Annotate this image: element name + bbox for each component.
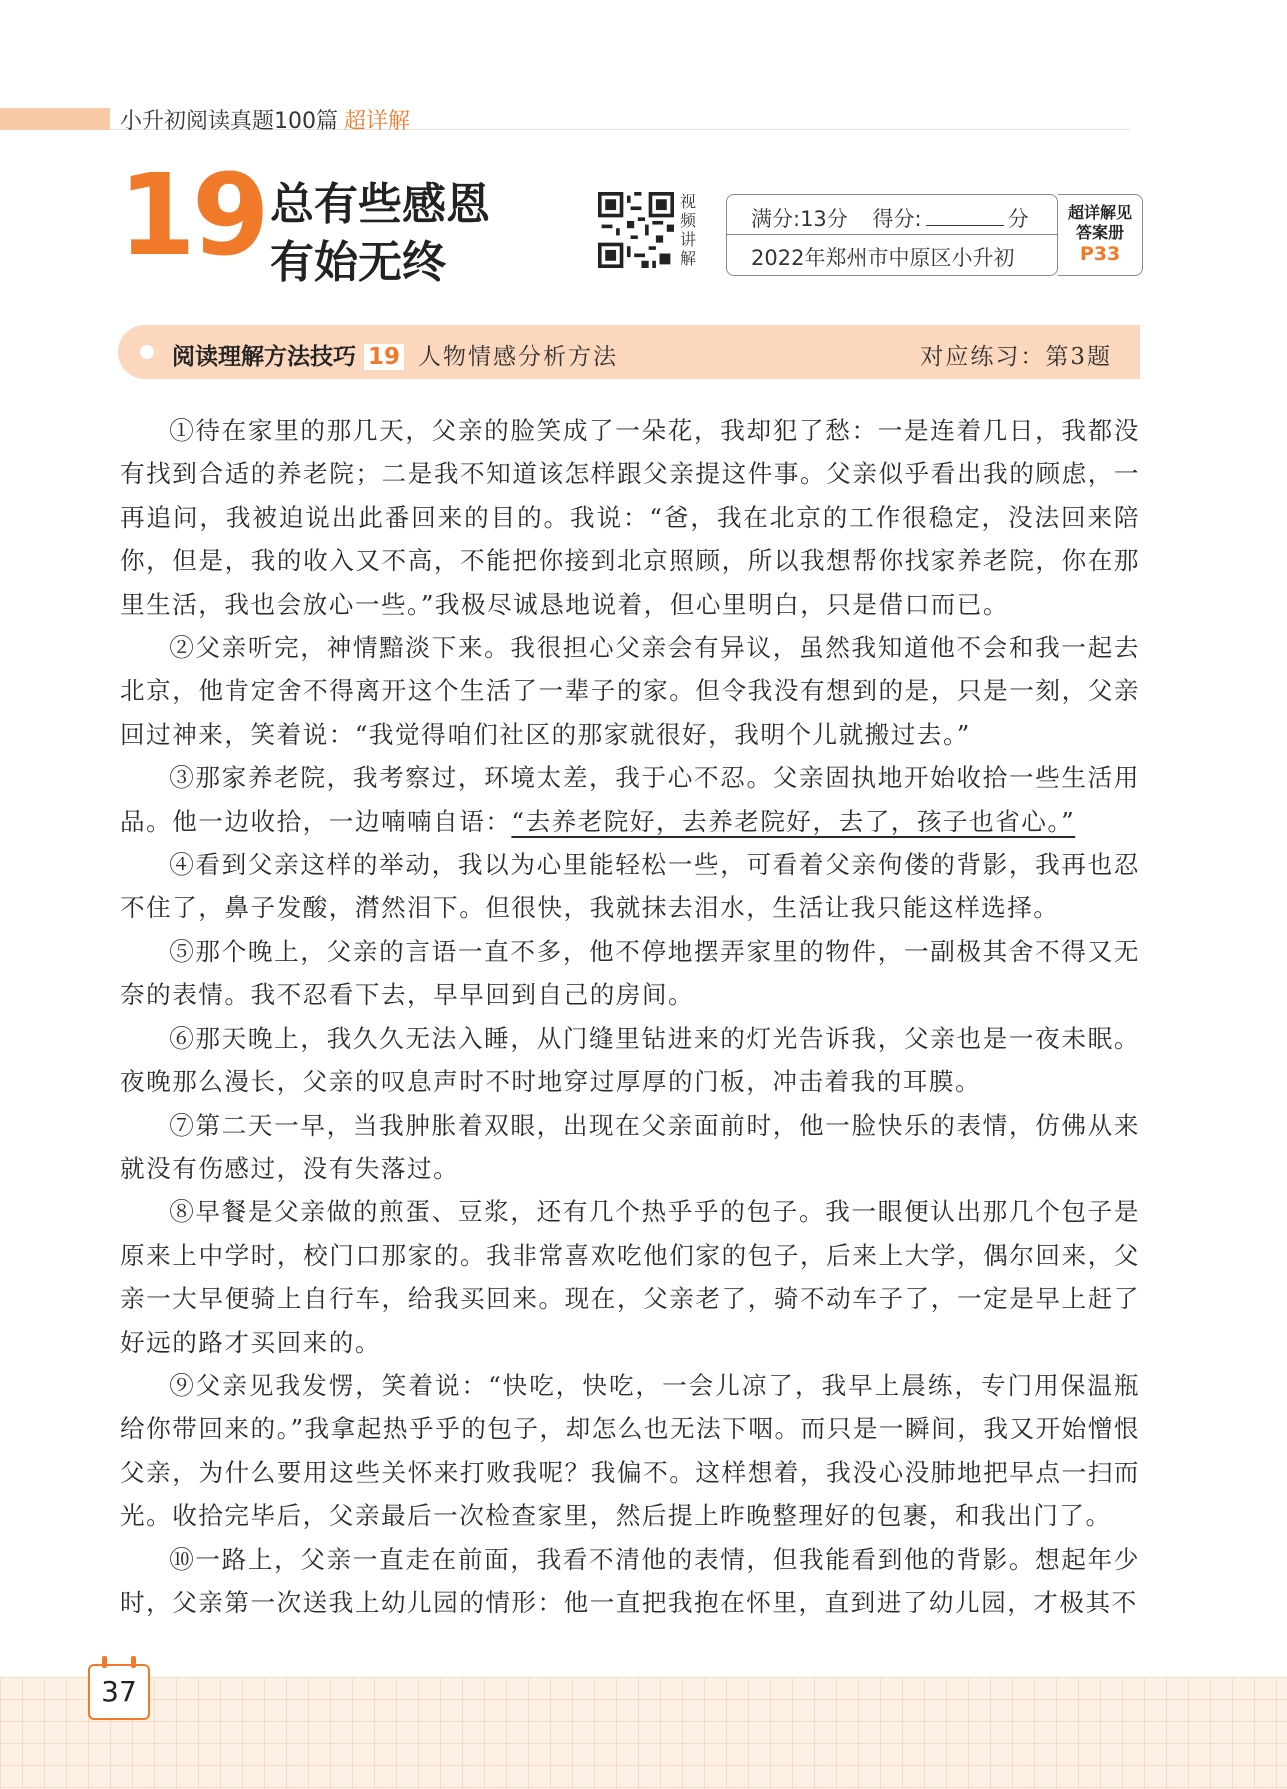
series-name: 小升初阅读真题100篇 [120,109,338,134]
bullet-dot-icon [140,345,154,359]
score-box [726,194,1058,276]
score-unit: 分 [1007,207,1029,231]
banner-practice: 对应练习：第3题 [920,344,1112,370]
paragraph-3 [120,756,1140,843]
series-accent: 超详解 [344,109,411,134]
qr-label-char: 视 [680,192,697,211]
method-banner [118,325,1140,379]
answer-ref-line-1: 超详解见 [1067,203,1132,222]
lesson-number: 19 [118,151,266,281]
header-accent-strip [0,108,110,130]
score-label: 得分: [872,207,922,231]
calendar-page-icon [88,1664,150,1720]
paragraph-5: ⑤那个晚上，父亲的言语一直不多，他不停地摆弄家里的物件，一副极其舍不得又无奈的表情。我不忍看下去，早早回到自己的房间。 [120,936,1140,1010]
paragraph-1: ①待在家里的那几天，父亲的脸笑成了一朵花，我却犯了愁：一是连着几日，我都没有找到合适的养老院；二是我不知道该怎样跟父亲提这件事。父亲似乎看出我的顾虑，一再追问，我被迫说出此番回来的目的。我说：“爸，我在北京的工作很稳定，没法回来陪你，但是，我的收入又不高，不能把你接到北京照顾，所以我想帮你找家养老院，你在那里生活，我也会放心一些。”我极尽诚恳地说着，但心里明白，只是借口而已。 [120,416,1140,619]
full-score: 满分:13分 [751,207,848,231]
paragraph-4: ④看到父亲这样的举动，我以为心里能轻松一些，可看着父亲佝偻的背影，我再也忍不住了，鼻子发酸，潸然泪下。但很快，我就抹去泪水，生活让我只能这样选择。 [120,850,1140,923]
banner-label [172,338,618,371]
paragraph-10: ⑩一路上，父亲一直走在前面，我看不清他的表情，但我能看到他的背影。想起年少时，父亲第一次送我上幼儿园的情形：他一直把我抱在怀里，直到进了幼儿园，才极其不 [120,1544,1140,1617]
lesson-title-line-2: 有始无终 [270,237,446,288]
lesson-title-line-1: 总有些感恩 [270,179,490,230]
score-line [751,203,1029,233]
paragraph-8: ⑧早餐是父亲做的煎蛋、豆浆，还有几个热乎乎的包子。我一眼便认出那几个包子是原来上中学时，校门口那家的。我非常喜欢吃他们家的包子，后来上大学，偶尔回来，父亲一大早便骑上自行车，给我买回来。现在，父亲老了，骑不动车子了，一定是早上赶了好远的路才买回来的。 [120,1197,1140,1357]
answer-reference-box [1058,194,1143,276]
paragraph-9: ⑨父亲见我发愣，笑着说：“快吃，快吃，一会儿凉了，我早上晨练，专门用保温瓶给你带回来的。”我拿起热乎乎的包子，却怎么也无法下咽。而只是一瞬间，我又开始憎恨父亲，为什么要用这些关怀来打败我呢？我偏不。这样想着，我没心没肺地把早点一扫而光。收拾完毕后，父亲最后一次检查家里，然后提上昨晚整理好的包裹，和我出门了。 [120,1370,1140,1531]
exam-source: 2022年郑州市中原区小升初 [751,246,1015,270]
page-number: 37 [101,1675,137,1708]
paragraph-7: ⑦第二天一早，当我肿胀着双眼，出现在父亲面前时，他一脸快乐的表情，仿佛从来就没有伤感过，没有失落过。 [120,1110,1140,1183]
banner-topic: 人物情感分析方法 [418,344,619,370]
answer-ref-line-2: 答案册 [1075,223,1124,242]
qr-code-icon[interactable] [598,192,674,268]
paragraph-3-text: ③那家养老院，我考察过，环境太差，我于心不忍。父亲固执地开始收拾一些生活用品。他一边收拾，一边喃喃自语： [120,763,1140,836]
lesson-title [270,176,490,292]
qr-video-label [680,192,700,268]
series-title [120,104,410,135]
footer-grid-background [0,1677,1287,1789]
answer-page: P33 [1079,243,1121,265]
qr-label-char: 频 [680,211,697,230]
score-blank[interactable] [926,207,1004,226]
qr-label-char: 解 [680,249,697,268]
banner-number: 19 [364,344,404,370]
paragraph-2: ②父亲听完，神情黯淡下来。我很担心父亲会有异议，虽然我知道他不会和我一起去北京，他肯定舍不得离开这个生活了一辈子的家。但令我没有想到的是，只是一刻，父亲回过神来，笑着说：“我觉得咱们社区的那家就很好，我明个儿就搬过去。” [120,633,1140,749]
article-body [120,409,1140,1624]
qr-label-char: 讲 [680,230,697,249]
underlined-quote: “去养老院好，去养老院好，去了，孩子也省心。” [511,806,1076,836]
banner-label-text: 阅读理解方法技巧 [172,344,356,370]
score-divider [727,234,1057,235]
paragraph-6: ⑥那天晚上，我久久无法入睡，从门缝里钻进来的灯光告诉我，父亲也是一夜未眠。夜晚那么漫长，父亲的叹息声时不时地穿过厚厚的门板，冲击着我的耳膜。 [120,1023,1140,1097]
